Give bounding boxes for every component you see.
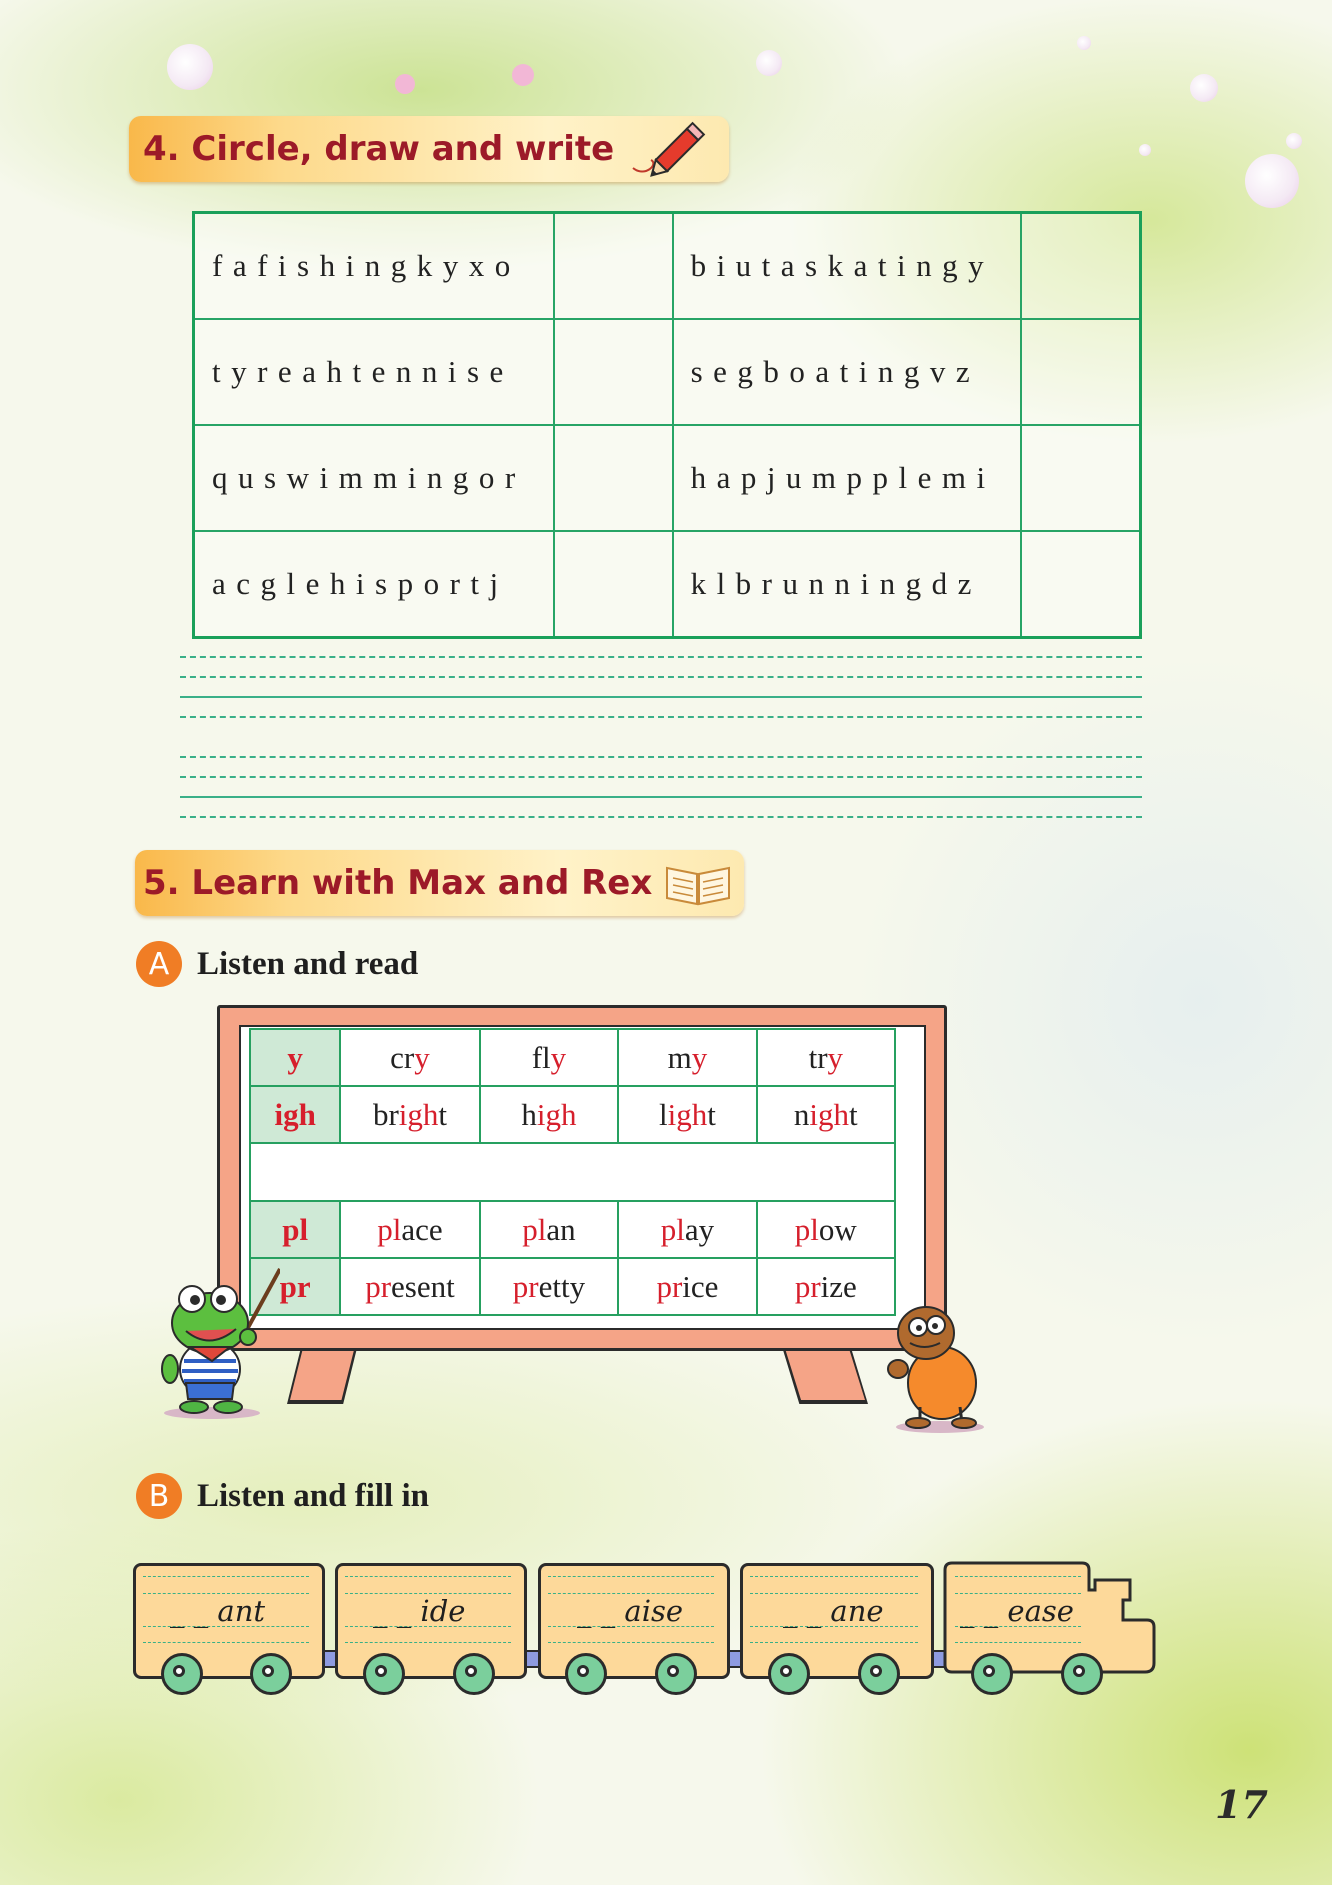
spacer-cell [250,1143,895,1201]
train-wheel [971,1653,1013,1695]
writing-lines-2[interactable] [180,756,1142,816]
decor-bubble [756,50,782,76]
phonics-word[interactable]: prize [757,1258,895,1315]
decor-bubble [167,44,213,90]
phonics-label: pr [250,1258,340,1315]
table-row-spacer [250,1143,895,1201]
train-wheel [858,1653,900,1695]
phonics-word[interactable]: plan [480,1201,619,1258]
fill-in-word[interactable]: _ _ ide [373,1594,466,1628]
drawing-box[interactable] [1021,531,1140,638]
part-a-label: Listen and read [197,945,419,982]
exercise-5-title: 5. Learn with Max and Rex [143,863,653,903]
phonics-label: pl [250,1201,340,1258]
word-search-cell[interactable]: biutaskatingy [673,213,1022,320]
table-row [194,531,1141,638]
exercise-5-heading [135,850,744,916]
word-search-cell[interactable]: fafishingkyxo [194,213,554,320]
page-number: 17 [1215,1782,1268,1827]
pencil-icon [625,120,721,178]
train-wheel [655,1653,697,1695]
exercise-4-heading [129,116,729,182]
decor-bubble [1286,133,1302,149]
phonics-word[interactable]: try [757,1029,895,1086]
phonics-word[interactable]: cry [340,1029,479,1086]
word-search-cell[interactable]: klbrunningdz [673,531,1022,638]
train-wheel [453,1653,495,1695]
train-wheel [161,1653,203,1695]
phonics-label: igh [250,1086,340,1143]
decor-bubble [1245,154,1299,208]
train-wheel [363,1653,405,1695]
word-search-cell[interactable]: acglehisportj [194,531,554,638]
table-row [194,425,1141,531]
writing-lines-1[interactable] [180,656,1142,716]
part-a-heading [136,941,418,987]
table-row [250,1258,895,1315]
phonics-label: y [250,1029,340,1086]
train-wheel [1061,1653,1103,1695]
table-row [250,1086,895,1143]
phonics-word[interactable]: pretty [480,1258,619,1315]
part-b-heading [136,1473,429,1519]
word-search-cell[interactable]: segboatingvz [673,319,1022,425]
drawing-box[interactable] [554,531,673,638]
part-b-label: Listen and fill in [197,1477,429,1514]
fill-in-word[interactable]: _ _ ane [783,1594,884,1628]
table-row [250,1029,895,1086]
frog-character-illustration [150,1265,280,1420]
drawing-box[interactable] [1021,425,1140,531]
fill-in-word[interactable]: _ _ aise [577,1594,684,1628]
phonics-word[interactable]: plow [757,1201,895,1258]
part-b-badge: B [136,1473,182,1519]
table-row [194,319,1141,425]
phonics-word[interactable]: bright [340,1086,479,1143]
drawing-box[interactable] [554,213,673,320]
phonics-word[interactable]: light [618,1086,756,1143]
train-wheel [565,1653,607,1695]
word-search-cell[interactable]: tyreahtennise [194,319,554,425]
phonics-table [249,1028,896,1316]
drawing-box[interactable] [1021,319,1140,425]
decor-bubble [1190,74,1218,102]
word-search-table [192,211,1142,639]
decor-bubble [1139,144,1151,156]
phonics-word[interactable]: place [340,1201,479,1258]
decor-bubble [1077,36,1091,50]
fill-in-word[interactable]: _ _ ease [960,1594,1074,1628]
phonics-word[interactable]: high [480,1086,619,1143]
drawing-box[interactable] [554,319,673,425]
rex-character-illustration [880,1295,990,1435]
phonics-word[interactable]: present [340,1258,479,1315]
book-icon [663,858,733,908]
word-search-cell[interactable]: hapjumpplemi [673,425,1022,531]
phonics-word[interactable]: play [618,1201,756,1258]
fill-in-word[interactable]: _ _ ant [170,1594,266,1628]
decor-bubble [512,64,534,86]
phonics-word[interactable]: fly [480,1029,619,1086]
phonics-word[interactable]: night [757,1086,895,1143]
drawing-box[interactable] [554,425,673,531]
decor-bubble [395,74,415,94]
phonics-word[interactable]: price [618,1258,756,1315]
table-row [194,213,1141,320]
drawing-box[interactable] [1021,213,1140,320]
exercise-4-title: 4. Circle, draw and write [143,129,615,169]
train-wheel [250,1653,292,1695]
phonics-word[interactable]: my [618,1029,756,1086]
part-a-badge: A [136,941,182,987]
table-row [250,1201,895,1258]
train-wheel [768,1653,810,1695]
word-search-cell[interactable]: quswimmingor [194,425,554,531]
